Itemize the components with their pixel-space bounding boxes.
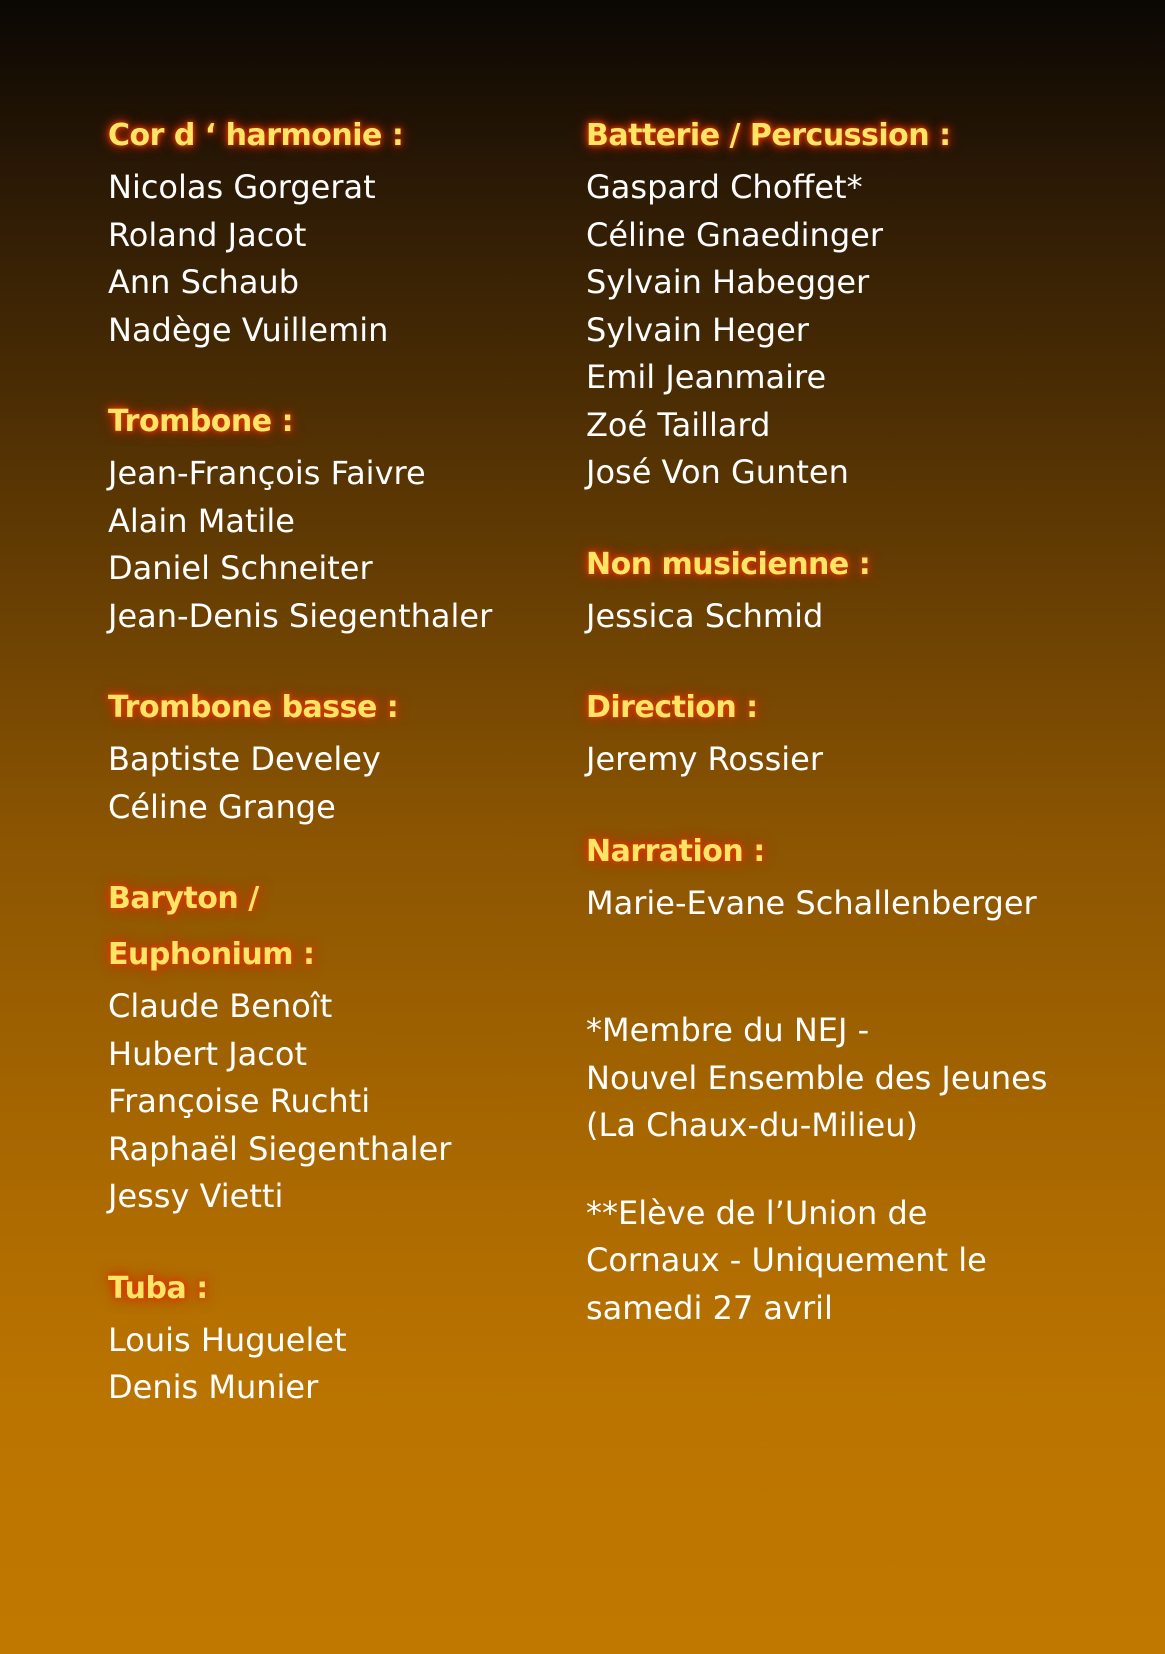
musician-name: Claude Benoît [108,987,333,1025]
musician-name: Françoise Ruchti [108,1082,371,1120]
section-batterie-percussion [586,108,1146,497]
footnote-union-cornaux [586,1190,1146,1333]
spacer [586,497,1146,537]
spacer [586,927,1146,1007]
footnote-line: Cornaux - Uniquement le [586,1241,987,1279]
spacer [108,354,548,394]
left-column [108,108,548,1412]
spacer [108,831,548,871]
footnote-nej [586,1007,1146,1150]
musician-name: Daniel Schneiter [108,549,373,587]
footnote-line: Nouvel Ensemble des Jeunes [586,1058,1048,1097]
section-tuba [108,1261,548,1412]
musician-name: Louis Huguelet [108,1320,347,1359]
musician-name: Zoé Taillard [586,405,771,444]
musician-name: Alain Matile [108,501,295,540]
narrator-name: Marie-Evane Schallenberger [586,883,1037,922]
musician-name: Sylvain Habegger [586,263,870,301]
section-heading [108,871,548,983]
musician-name: Ann Schaub [108,263,300,301]
musician-name: Jean-Denis Siegenthaler [108,596,493,635]
section-baryton-euphonium [108,871,548,1221]
footnote-line: (La Chaux-du-Milieu) [586,1106,918,1144]
section-heading: Trombone : [108,404,294,439]
musician-name: Nicolas Gorgerat [108,168,376,206]
section-non-musicienne [586,537,1146,641]
musician-name: Sylvain Heger [586,310,809,349]
musician-name: José Von Gunten [586,453,849,491]
musician-name: Céline Gnaedinger [586,215,883,254]
spacer [108,640,548,680]
spacer [586,784,1146,824]
footnote-line: *Membre du NEJ - [586,1011,870,1049]
section-heading: Tuba : [108,1270,208,1306]
name-list [586,593,1146,641]
section-heading: Narration : [586,833,765,869]
musician-name: Jean-François Faivre [108,454,426,492]
section-heading: Non musicienne : [586,546,871,582]
name-list [108,983,548,1221]
musician-name: Roland Jacot [108,215,307,254]
musician-name: Jessica Schmid [586,596,824,635]
section-heading-line: Baryton / [108,881,259,916]
section-heading: Cor d ‘ harmonie : [108,118,404,153]
section-trombone-basse [108,680,548,831]
right-column [586,108,1146,1332]
musician-name: Céline Grange [108,787,336,826]
musician-name: Denis Munier [108,1368,319,1406]
spacer [586,1150,1146,1190]
name-list [108,1317,548,1412]
conductor-name: Jeremy Rossier [586,740,823,778]
footnote-line: **Elève de l’Union de [586,1193,928,1232]
spacer [108,1221,548,1261]
musician-name: Nadège Vuillemin [108,310,389,349]
footnote-line: samedi 27 avril [586,1288,833,1327]
musician-name: Jessy Vietti [108,1177,284,1215]
name-list [586,164,1146,497]
name-list [586,880,1146,928]
spacer [586,640,1146,680]
section-direction [586,680,1146,784]
musician-name: Gaspard Choffet* [586,168,863,206]
musician-name: Hubert Jacot [108,1034,307,1073]
musician-name: Baptiste Develey [108,740,381,778]
section-heading: Batterie / Percussion : [586,118,951,153]
section-heading: Trombone basse : [108,690,399,725]
musician-name: Raphaël Siegenthaler [108,1129,452,1168]
name-list [108,164,548,354]
name-list [108,450,548,640]
musician-name: Emil Jeanmaire [586,358,827,396]
name-list [586,736,1146,784]
section-trombone [108,394,548,640]
section-narration [586,824,1146,928]
section-cor-harmonie [108,108,548,354]
name-list [108,736,548,831]
section-heading: Direction : [586,690,758,725]
section-heading-line: Euphonium : [108,937,315,972]
